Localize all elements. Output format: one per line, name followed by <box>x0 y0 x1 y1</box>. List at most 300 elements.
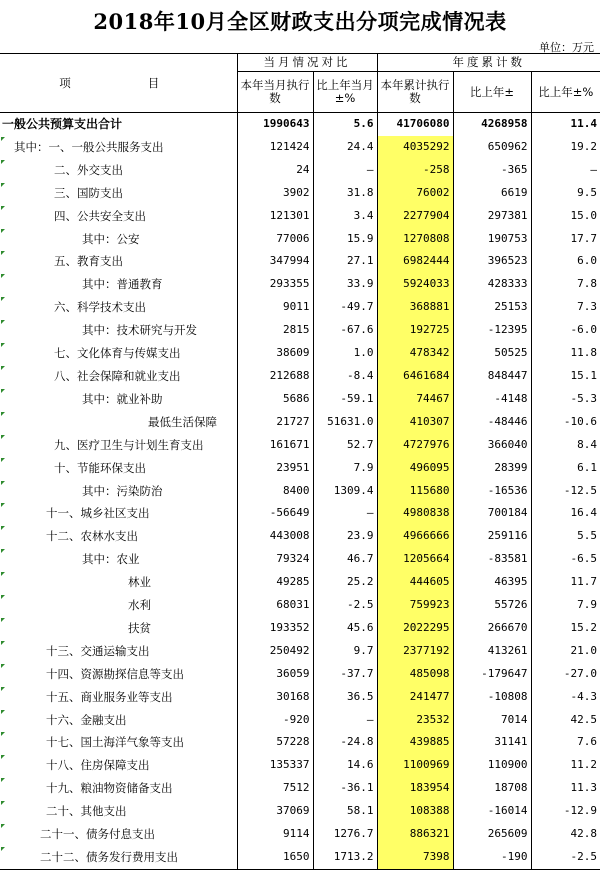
table-row <box>0 365 600 388</box>
month-yoy-cell: -37.7 <box>313 663 377 686</box>
cum-diff-cell: 428333 <box>453 273 531 296</box>
table-row <box>0 250 600 273</box>
row-name-text: 最低生活保障 <box>148 414 217 429</box>
row-name-text: 一般公共预算支出合计 <box>2 117 123 131</box>
row-name-text: 二十二、债务发行费用支出 <box>40 850 178 864</box>
row-name <box>0 594 237 617</box>
cum-pct-cell: 15.0 <box>531 205 600 228</box>
row-name <box>0 663 237 686</box>
month-yoy-cell: — <box>313 709 377 732</box>
cell-marker-icon <box>1 732 5 736</box>
month-yoy-cell: -8.4 <box>313 365 377 388</box>
cum-exec-cell: 108388 <box>377 800 453 823</box>
row-name-text: 二、外交支出 <box>54 162 123 177</box>
month-yoy-cell: 46.7 <box>313 548 377 571</box>
header-cum-pct: 比上年±% <box>531 72 600 113</box>
row-name-text: 其中：污染防治 <box>82 483 163 498</box>
table-row <box>0 228 600 251</box>
row-name-text: 其中：公安 <box>82 231 140 246</box>
cum-pct-cell: 11.4 <box>531 113 600 136</box>
row-name <box>0 182 237 205</box>
table-row <box>0 686 600 709</box>
month-yoy-cell: — <box>313 159 377 182</box>
cum-exec-cell: 485098 <box>377 663 453 686</box>
cell-marker-icon <box>1 778 5 782</box>
month-exec-cell: 68031 <box>237 594 313 617</box>
report-title: 2018年10月全区财政支出分项完成情况表 <box>93 9 507 34</box>
cum-diff-cell: 6619 <box>453 182 531 205</box>
month-yoy-cell: 45.6 <box>313 617 377 640</box>
cell-marker-icon <box>1 389 5 393</box>
cum-pct-cell: 15.2 <box>531 617 600 640</box>
table-row <box>0 663 600 686</box>
cum-pct-cell: -6.0 <box>531 319 600 342</box>
cum-exec-cell: 1270808 <box>377 228 453 251</box>
cum-diff-cell: -16536 <box>453 480 531 503</box>
month-yoy-cell: 23.9 <box>313 525 377 548</box>
month-yoy-cell: 51631.0 <box>313 411 377 434</box>
row-name-text: 十四、资源勘探信息等支出 <box>46 666 184 681</box>
row-name <box>0 800 237 823</box>
row-name-text: 五、教育支出 <box>54 254 123 269</box>
cell-marker-icon <box>1 481 5 485</box>
header-item: 项 目 <box>0 54 237 113</box>
month-yoy-cell: 1713.2 <box>313 846 377 869</box>
row-name <box>0 686 237 709</box>
cum-exec-cell: 4966666 <box>377 525 453 548</box>
month-exec-cell: 57228 <box>237 731 313 754</box>
row-name-text: 其中：一、一般公共服务支出 <box>14 139 164 154</box>
header-cum-diff: 比上年± <box>453 72 531 113</box>
cum-pct-cell: 9.5 <box>531 182 600 205</box>
month-yoy-cell: -36.1 <box>313 777 377 800</box>
month-exec-cell: 121424 <box>237 136 313 159</box>
cum-diff-cell: -190 <box>453 846 531 869</box>
cum-diff-cell: 7014 <box>453 709 531 732</box>
cell-marker-icon <box>1 503 5 507</box>
cum-diff-cell: 4268958 <box>453 113 531 136</box>
cum-exec-cell: 444605 <box>377 571 453 594</box>
month-yoy-cell: — <box>313 502 377 525</box>
cum-pct-cell: 19.2 <box>531 136 600 159</box>
month-exec-cell: 37069 <box>237 800 313 823</box>
month-yoy-cell: -59.1 <box>313 388 377 411</box>
table-row <box>0 434 600 457</box>
row-name-text: 其中：普通教育 <box>82 277 163 292</box>
row-name <box>0 250 237 273</box>
month-yoy-cell: 15.9 <box>313 228 377 251</box>
table-row <box>0 754 600 777</box>
row-name-text: 十、节能环保支出 <box>54 460 146 475</box>
cum-exec-cell: 183954 <box>377 777 453 800</box>
month-exec-cell: 135337 <box>237 754 313 777</box>
row-name <box>0 411 237 434</box>
cum-diff-cell: -12395 <box>453 319 531 342</box>
row-name-text: 林业 <box>128 575 151 590</box>
table-row <box>0 502 600 525</box>
table-row <box>0 731 600 754</box>
cell-marker-icon <box>1 755 5 759</box>
cum-pct-cell: 8.4 <box>531 434 600 457</box>
row-name <box>0 571 237 594</box>
table-row <box>0 342 600 365</box>
row-name <box>0 205 237 228</box>
month-yoy-cell: 9.7 <box>313 640 377 663</box>
month-yoy-cell: 1309.4 <box>313 480 377 503</box>
month-exec-cell: 30168 <box>237 686 313 709</box>
month-exec-cell: 36059 <box>237 663 313 686</box>
table-row <box>0 159 600 182</box>
month-exec-cell: 1990643 <box>237 113 313 136</box>
table-row <box>0 777 600 800</box>
table-row <box>0 388 600 411</box>
row-name-text: 水利 <box>128 598 151 613</box>
row-name-text: 十八、住房保障支出 <box>46 758 150 773</box>
row-name <box>0 365 237 388</box>
cum-pct-cell: -12.5 <box>531 480 600 503</box>
cell-marker-icon <box>1 206 5 210</box>
cum-exec-cell: 759923 <box>377 594 453 617</box>
row-name <box>0 113 237 136</box>
row-name <box>0 159 237 182</box>
row-name-text: 十五、商业服务业等支出 <box>46 689 173 704</box>
cell-marker-icon <box>1 801 5 805</box>
cum-diff-cell: 259116 <box>453 525 531 548</box>
row-name-text: 三、国防支出 <box>54 185 123 200</box>
month-exec-cell: 293355 <box>237 273 313 296</box>
cum-exec-cell: 439885 <box>377 731 453 754</box>
cum-pct-cell: 11.2 <box>531 754 600 777</box>
cell-marker-icon <box>1 229 5 233</box>
row-name <box>0 548 237 571</box>
cum-pct-cell: 7.6 <box>531 731 600 754</box>
cum-exec-cell: 4035292 <box>377 136 453 159</box>
cum-pct-cell: 5.5 <box>531 525 600 548</box>
cum-exec-cell: 5924033 <box>377 273 453 296</box>
row-name <box>0 434 237 457</box>
cum-diff-cell: 28399 <box>453 457 531 480</box>
month-yoy-cell: -24.8 <box>313 731 377 754</box>
month-yoy-cell: 52.7 <box>313 434 377 457</box>
month-exec-cell: 1650 <box>237 846 313 869</box>
row-name <box>0 136 237 159</box>
table-row <box>0 640 600 663</box>
cum-exec-cell: 41706080 <box>377 113 453 136</box>
table-row <box>0 823 600 846</box>
cell-marker-icon <box>1 664 5 668</box>
month-yoy-cell: -49.7 <box>313 296 377 319</box>
cum-diff-cell: 190753 <box>453 228 531 251</box>
row-name-text: 十一、城乡社区支出 <box>46 506 150 521</box>
month-exec-cell: 250492 <box>237 640 313 663</box>
table-row <box>0 136 600 159</box>
row-name <box>0 457 237 480</box>
row-name <box>0 617 237 640</box>
cum-diff-cell: -48446 <box>453 411 531 434</box>
cell-marker-icon <box>1 847 5 851</box>
cell-marker-icon <box>1 274 5 278</box>
month-exec-cell: 121301 <box>237 205 313 228</box>
month-exec-cell: 38609 <box>237 342 313 365</box>
cum-diff-cell: 848447 <box>453 365 531 388</box>
month-exec-cell: 212688 <box>237 365 313 388</box>
cum-diff-cell: 396523 <box>453 250 531 273</box>
cum-pct-cell: 6.1 <box>531 457 600 480</box>
month-exec-cell: 161671 <box>237 434 313 457</box>
cum-diff-cell: -4148 <box>453 388 531 411</box>
cum-exec-cell: 115680 <box>377 480 453 503</box>
table-row <box>0 205 600 228</box>
cum-pct-cell: -10.6 <box>531 411 600 434</box>
table-row <box>0 846 600 869</box>
table-row <box>0 709 600 732</box>
row-name-text: 二十、其他支出 <box>46 804 127 819</box>
month-yoy-cell: 31.8 <box>313 182 377 205</box>
month-exec-cell: 9011 <box>237 296 313 319</box>
row-name <box>0 319 237 342</box>
month-yoy-cell: 36.5 <box>313 686 377 709</box>
table-row <box>0 525 600 548</box>
cum-exec-cell: 6982444 <box>377 250 453 273</box>
cum-diff-cell: -365 <box>453 159 531 182</box>
cell-marker-icon <box>1 160 5 164</box>
cum-pct-cell: -27.0 <box>531 663 600 686</box>
row-name-text: 十七、国土海洋气象等支出 <box>46 735 184 750</box>
cum-exec-cell: 368881 <box>377 296 453 319</box>
cell-marker-icon <box>1 549 5 553</box>
cum-diff-cell: 413261 <box>453 640 531 663</box>
cum-diff-cell: 297381 <box>453 205 531 228</box>
row-name-text: 二十一、债务付息支出 <box>40 827 155 842</box>
row-name <box>0 777 237 800</box>
month-yoy-cell: 5.6 <box>313 113 377 136</box>
month-exec-cell: 21727 <box>237 411 313 434</box>
table-row <box>0 273 600 296</box>
header-month-exec: 本年当月执行数 <box>237 72 313 113</box>
table-row <box>0 457 600 480</box>
row-name-text: 十六、金融支出 <box>46 712 127 727</box>
cell-marker-icon <box>1 572 5 576</box>
cum-pct-cell: 7.3 <box>531 296 600 319</box>
cum-exec-cell: -258 <box>377 159 453 182</box>
cum-exec-cell: 2277904 <box>377 205 453 228</box>
cum-diff-cell: 46395 <box>453 571 531 594</box>
table-row <box>0 594 600 617</box>
row-name <box>0 273 237 296</box>
cum-pct-cell: -4.3 <box>531 686 600 709</box>
row-name-text: 六、科学技术支出 <box>54 300 146 315</box>
cell-marker-icon <box>1 366 5 370</box>
cum-pct-cell: 7.9 <box>531 594 600 617</box>
row-name-text: 八、社会保障和就业支出 <box>54 368 181 383</box>
row-name <box>0 709 237 732</box>
cum-diff-cell: 700184 <box>453 502 531 525</box>
table-row <box>0 411 600 434</box>
table-row <box>0 571 600 594</box>
cell-marker-icon <box>1 824 5 828</box>
cell-marker-icon <box>1 641 5 645</box>
month-yoy-cell: 58.1 <box>313 800 377 823</box>
cum-diff-cell: 265609 <box>453 823 531 846</box>
cum-pct-cell: -12.9 <box>531 800 600 823</box>
table-row <box>0 800 600 823</box>
month-yoy-cell: 27.1 <box>313 250 377 273</box>
cum-diff-cell: -16014 <box>453 800 531 823</box>
cum-diff-cell: 25153 <box>453 296 531 319</box>
cum-pct-cell: 21.0 <box>531 640 600 663</box>
row-name-text: 其中：农业 <box>82 552 140 567</box>
cell-marker-icon <box>1 435 5 439</box>
header-annual-group: 年度累计数 <box>377 54 600 72</box>
cell-marker-icon <box>1 595 5 599</box>
cum-pct-cell: 11.3 <box>531 777 600 800</box>
month-exec-cell: 7512 <box>237 777 313 800</box>
cum-diff-cell: 650962 <box>453 136 531 159</box>
cum-pct-cell: 6.0 <box>531 250 600 273</box>
cum-diff-cell: -179647 <box>453 663 531 686</box>
cum-pct-cell: — <box>531 159 600 182</box>
table-row <box>0 113 600 136</box>
cum-exec-cell: 886321 <box>377 823 453 846</box>
row-name <box>0 342 237 365</box>
cum-diff-cell: 18708 <box>453 777 531 800</box>
table-body <box>0 113 600 870</box>
cell-marker-icon <box>1 526 5 530</box>
month-exec-cell: 77006 <box>237 228 313 251</box>
month-exec-cell: -56649 <box>237 502 313 525</box>
row-name-text: 九、医疗卫生与计划生育支出 <box>54 437 204 452</box>
cum-pct-cell: 42.8 <box>531 823 600 846</box>
cum-diff-cell: 366040 <box>453 434 531 457</box>
cum-diff-cell: 266670 <box>453 617 531 640</box>
cum-exec-cell: 76002 <box>377 182 453 205</box>
cum-pct-cell: -6.5 <box>531 548 600 571</box>
cell-marker-icon <box>1 343 5 347</box>
row-name-text: 扶贫 <box>128 620 151 635</box>
month-exec-cell: 2815 <box>237 319 313 342</box>
cell-marker-icon <box>1 618 5 622</box>
cum-pct-cell: 42.5 <box>531 709 600 732</box>
cell-marker-icon <box>1 251 5 255</box>
month-yoy-cell: 1276.7 <box>313 823 377 846</box>
row-name <box>0 640 237 663</box>
cum-exec-cell: 4980838 <box>377 502 453 525</box>
cum-pct-cell: -2.5 <box>531 846 600 869</box>
month-exec-cell: 23951 <box>237 457 313 480</box>
row-name <box>0 754 237 777</box>
cum-exec-cell: 2377192 <box>377 640 453 663</box>
month-yoy-cell: 7.9 <box>313 457 377 480</box>
row-name <box>0 525 237 548</box>
month-yoy-cell: 33.9 <box>313 273 377 296</box>
month-yoy-cell: 24.4 <box>313 136 377 159</box>
header-monthly-group: 当月情况对比 <box>237 54 377 72</box>
month-exec-cell: 193352 <box>237 617 313 640</box>
cum-diff-cell: 55726 <box>453 594 531 617</box>
cum-exec-cell: 241477 <box>377 686 453 709</box>
header-cum-exec: 本年累计执行数 <box>377 72 453 113</box>
row-name <box>0 480 237 503</box>
cum-pct-cell: 16.4 <box>531 502 600 525</box>
cell-marker-icon <box>1 137 5 141</box>
cum-exec-cell: 7398 <box>377 846 453 869</box>
cum-exec-cell: 74467 <box>377 388 453 411</box>
row-name <box>0 228 237 251</box>
cum-pct-cell: 11.8 <box>531 342 600 365</box>
month-exec-cell: 24 <box>237 159 313 182</box>
cum-pct-cell: -5.3 <box>531 388 600 411</box>
cum-exec-cell: 496095 <box>377 457 453 480</box>
row-name-text: 其中：就业补助 <box>82 391 163 406</box>
row-name-text: 其中：技术研究与开发 <box>82 323 197 338</box>
row-name-text: 十九、粮油物资储备支出 <box>46 781 173 796</box>
table-row <box>0 296 600 319</box>
row-name <box>0 846 237 869</box>
cell-marker-icon <box>1 297 5 301</box>
month-exec-cell: 79324 <box>237 548 313 571</box>
cell-marker-icon <box>1 458 5 462</box>
month-exec-cell: 347994 <box>237 250 313 273</box>
cum-exec-cell: 4727976 <box>377 434 453 457</box>
table-row <box>0 480 600 503</box>
cum-exec-cell: 2022295 <box>377 617 453 640</box>
row-name <box>0 502 237 525</box>
month-yoy-cell: -67.6 <box>313 319 377 342</box>
expenditure-table <box>0 53 600 870</box>
month-exec-cell: 49285 <box>237 571 313 594</box>
table-row <box>0 182 600 205</box>
cum-exec-cell: 1100969 <box>377 754 453 777</box>
month-exec-cell: 3902 <box>237 182 313 205</box>
cum-exec-cell: 6461684 <box>377 365 453 388</box>
cell-marker-icon <box>1 710 5 714</box>
table-row <box>0 319 600 342</box>
month-yoy-cell: 1.0 <box>313 342 377 365</box>
cum-exec-cell: 478342 <box>377 342 453 365</box>
month-yoy-cell: 14.6 <box>313 754 377 777</box>
cum-exec-cell: 192725 <box>377 319 453 342</box>
cell-marker-icon <box>1 687 5 691</box>
month-exec-cell: -920 <box>237 709 313 732</box>
row-name-text: 四、公共安全支出 <box>54 208 146 223</box>
cum-diff-cell: 50525 <box>453 342 531 365</box>
cum-exec-cell: 1205664 <box>377 548 453 571</box>
month-yoy-cell: 3.4 <box>313 205 377 228</box>
cum-diff-cell: 31141 <box>453 731 531 754</box>
month-exec-cell: 443008 <box>237 525 313 548</box>
month-yoy-cell: 25.2 <box>313 571 377 594</box>
month-exec-cell: 8400 <box>237 480 313 503</box>
row-name <box>0 823 237 846</box>
cum-pct-cell: 17.7 <box>531 228 600 251</box>
row-name <box>0 731 237 754</box>
month-exec-cell: 9114 <box>237 823 313 846</box>
cum-diff-cell: 110900 <box>453 754 531 777</box>
row-name <box>0 388 237 411</box>
cum-pct-cell: 15.1 <box>531 365 600 388</box>
cell-marker-icon <box>1 183 5 187</box>
unit-label: 单位：万元 <box>539 41 594 54</box>
cum-pct-cell: 7.8 <box>531 273 600 296</box>
row-name <box>0 296 237 319</box>
cell-marker-icon <box>1 412 5 416</box>
row-name-text: 七、文化体育与传媒支出 <box>54 346 181 361</box>
cum-diff-cell: -83581 <box>453 548 531 571</box>
cell-marker-icon <box>1 320 5 324</box>
table-row <box>0 548 600 571</box>
cum-diff-cell: -10808 <box>453 686 531 709</box>
row-name-text: 十三、交通运输支出 <box>46 643 150 658</box>
